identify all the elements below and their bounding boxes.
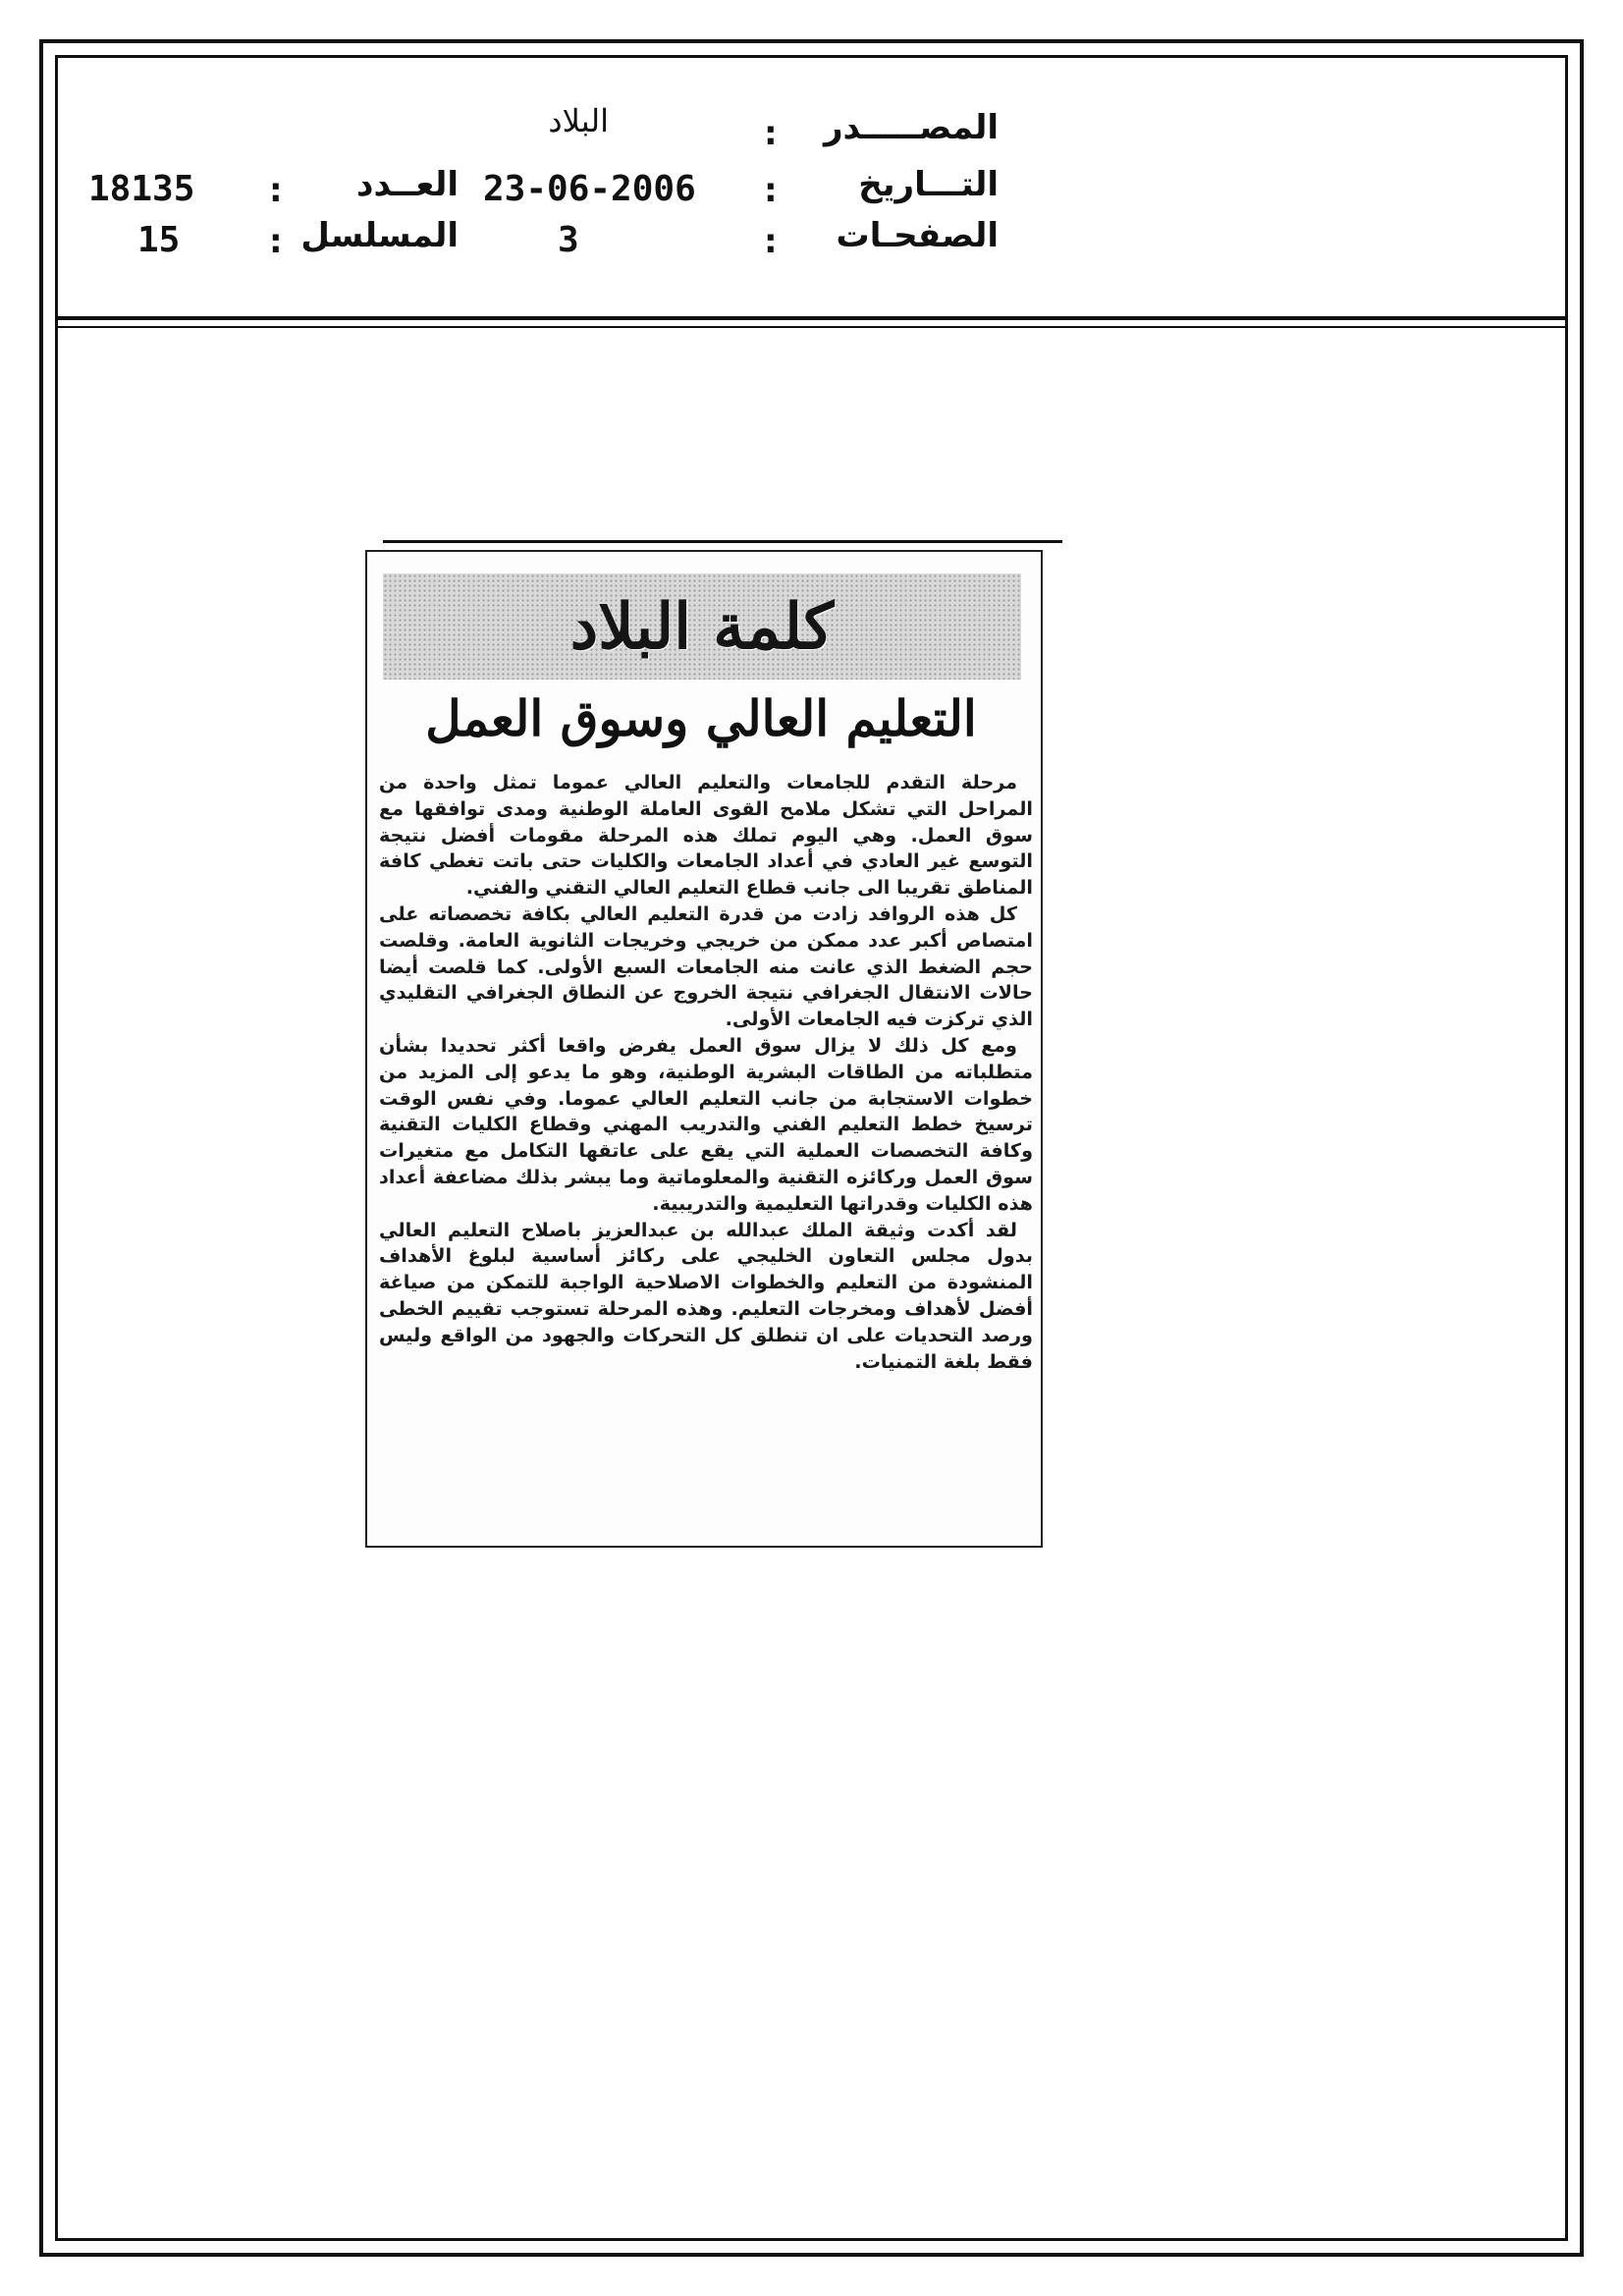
article-paragraph: مرحلة التقدم للجامعات والتعليم العالي عموما تمثل واحدة من المراحل التي تشكل ملامح القوى العاملة الوطنية ومدى توافقها مع سوق العمل. وهي اليوم تملك هذه المرحلة مقومات أفضل نتيجة التوسع غير العادي في أعداد الجامعات والكليات حتى باتت تغطي كافة المناطق تقريبا الى جانب قطاع التعليم العالي التقني والفني. bbox=[379, 771, 1033, 900]
article-paragraph: ومع كل ذلك لا يزال سوق العمل يفرض واقعا أكثر تحديدا بشأن متطلباته من الطاقات البشرية الوطنية، وهو ما يدعو إلى المزيد من خطوات الاستجابة من جانب التعليم العالي عموما. وفي نفس الوقت ترسيخ خطط التعليم الفني والتدريب المهني وقطاع الكليات التقنية وكافة التخصصات العملية التي يقع على عاتقها التكامل مع متغيرات سوق العمل وركائزه التقنية والمعلوماتية وما يبشر بذلك مضاعفة أعداد هذه الكليات وقدراتها التعليمية والتدريبية. bbox=[379, 1033, 1033, 1215]
date-label: التـــاريخ bbox=[858, 165, 999, 204]
serial-value: 15 bbox=[137, 220, 181, 260]
article-paragraph: لقد أكدت وثيقة الملك عبدالله بن عبدالعزيز باصلاح التعليم العالي بدول مجلس التعاون الخليجي على ركائز أساسية لبلوغ الأهداف المنشودة من التعليم والخطوات الاصلاحية الواجبة للتمكن من صياغة أفضل لأهداف ومخرجات التعليم. وهذه المرحلة تستوجب تقييم الخطى ورصد التحديات على ان تنطلق كل التحركات والجهود من الواقع وليس فقط بلغة التمنيات. bbox=[379, 1218, 1033, 1373]
article-headline: التعليم العالي وسوق العمل bbox=[425, 689, 977, 747]
pages-value: 3 bbox=[558, 220, 579, 260]
serial-colon: : bbox=[269, 222, 283, 261]
header-divider-thin bbox=[55, 326, 1568, 328]
clipping-top-rule bbox=[383, 540, 1062, 543]
article-body bbox=[379, 770, 1033, 1375]
pages-colon: : bbox=[764, 222, 778, 261]
pages-label: الصفحـات bbox=[836, 216, 999, 255]
serial-label: المسلسل bbox=[300, 216, 459, 255]
clipping-frame bbox=[365, 550, 1043, 1548]
source-value: البلاد bbox=[548, 102, 609, 139]
issue-value: 18135 bbox=[88, 169, 195, 209]
issue-colon: : bbox=[269, 171, 283, 210]
date-value: 23-06-2006 bbox=[483, 169, 696, 209]
date-colon: : bbox=[764, 171, 778, 210]
source-colon: : bbox=[764, 114, 778, 153]
article-paragraph: كل هذه الروافد زادت من قدرة التعليم العالي بكافة تخصصاته على امتصاص أكبر عدد ممكن من خريجي وخريجات الثانوية العامة. وقلصت حجم الضغط الذي عانت منه الجامعات السبع الأولى. كما قلصت أيضا حالات الانتقال الجغرافي نتيجة الخروج عن النطاق الجغرافي التقليدي الذي تركزت فيه الجامعات الأولى. bbox=[379, 902, 1033, 1031]
newspaper-clipping bbox=[365, 540, 1045, 1552]
archive-header bbox=[55, 55, 1568, 322]
issue-label: العــدد bbox=[356, 165, 459, 204]
column-title: كلمة البلاد bbox=[569, 589, 835, 664]
column-masthead bbox=[383, 574, 1021, 680]
header-divider bbox=[55, 316, 1568, 320]
source-label: المصـــــدر bbox=[823, 108, 999, 147]
